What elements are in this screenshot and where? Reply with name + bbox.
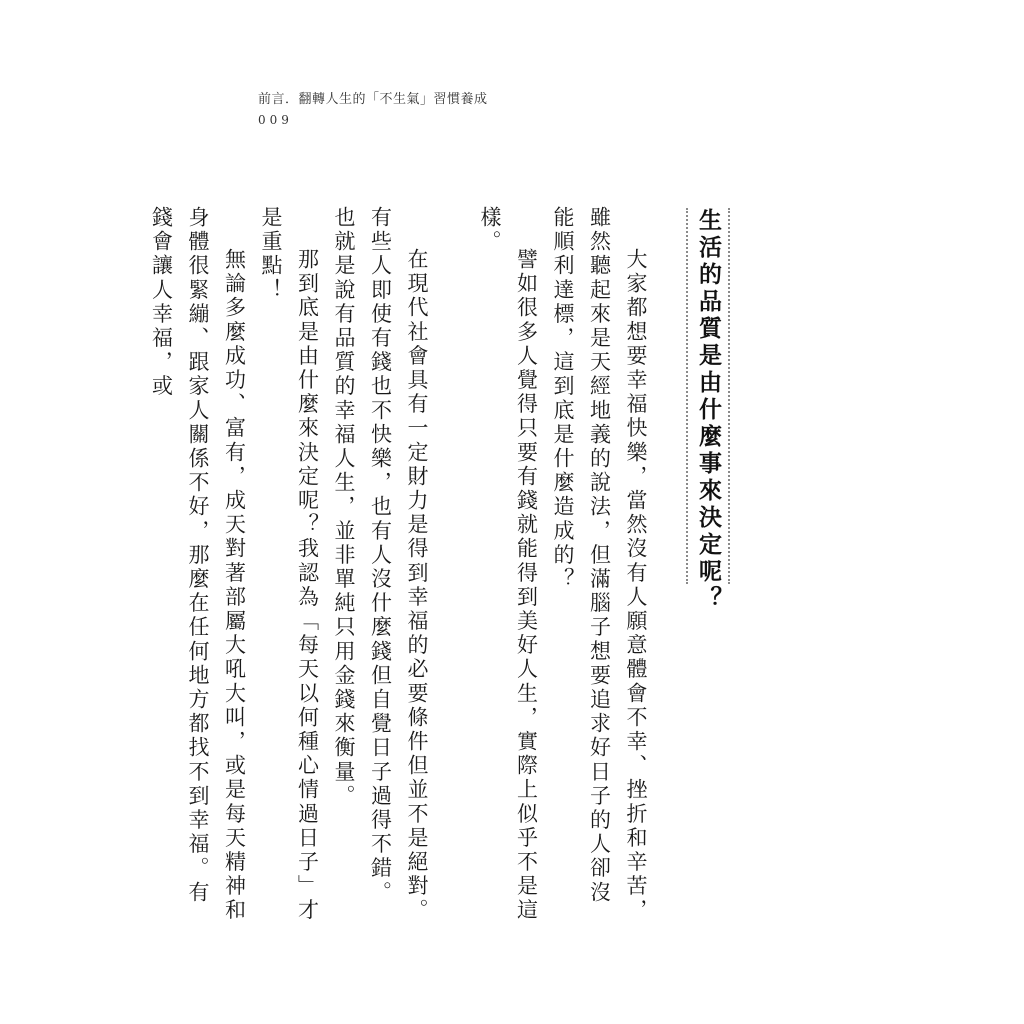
running-head: 前言．翻轉人生的「不生氣」習慣養成 (258, 92, 488, 107)
paragraph: 在現代社會具有一定財力是得到幸福的必要條件但並不是絕對。有些人即使有錢也不快樂，也有人沒什麼錢但自覺日子過得不錯。也就是說有品質的幸福人生，並非單純只用金錢來衡量。 (332, 206, 429, 923)
section-heading-box (686, 208, 730, 613)
paragraph: 大家都想要幸福快樂，當然沒有人願意體會不幸、挫折和辛苦，雖然聽起來是天經地義的說法，但滿腦子想要追求好日子的人卻沒能順利達標，這到底是什麼造成的？ (551, 206, 648, 923)
paragraph: 無論多麼成功、富有，成天對著部屬大吼大叫，或是每天精神和身體很緊繃、跟家人關係不好，那麼在任何地方都找不到幸福。有錢會讓人幸福，或 (149, 206, 247, 923)
paragraph: 譬如很多人覺得只要有錢就能得到美好人生，實際上似乎不是這樣。 (478, 206, 539, 923)
paragraph: 那到底是由什麼來決定呢？我認為「每天以何種心情過日子」才是重點！ (259, 206, 320, 923)
section-heading: 生活的品質是由什麼事來決定呢？ (695, 208, 721, 613)
page-number: 009 (258, 113, 293, 127)
body-text (143, 206, 654, 926)
